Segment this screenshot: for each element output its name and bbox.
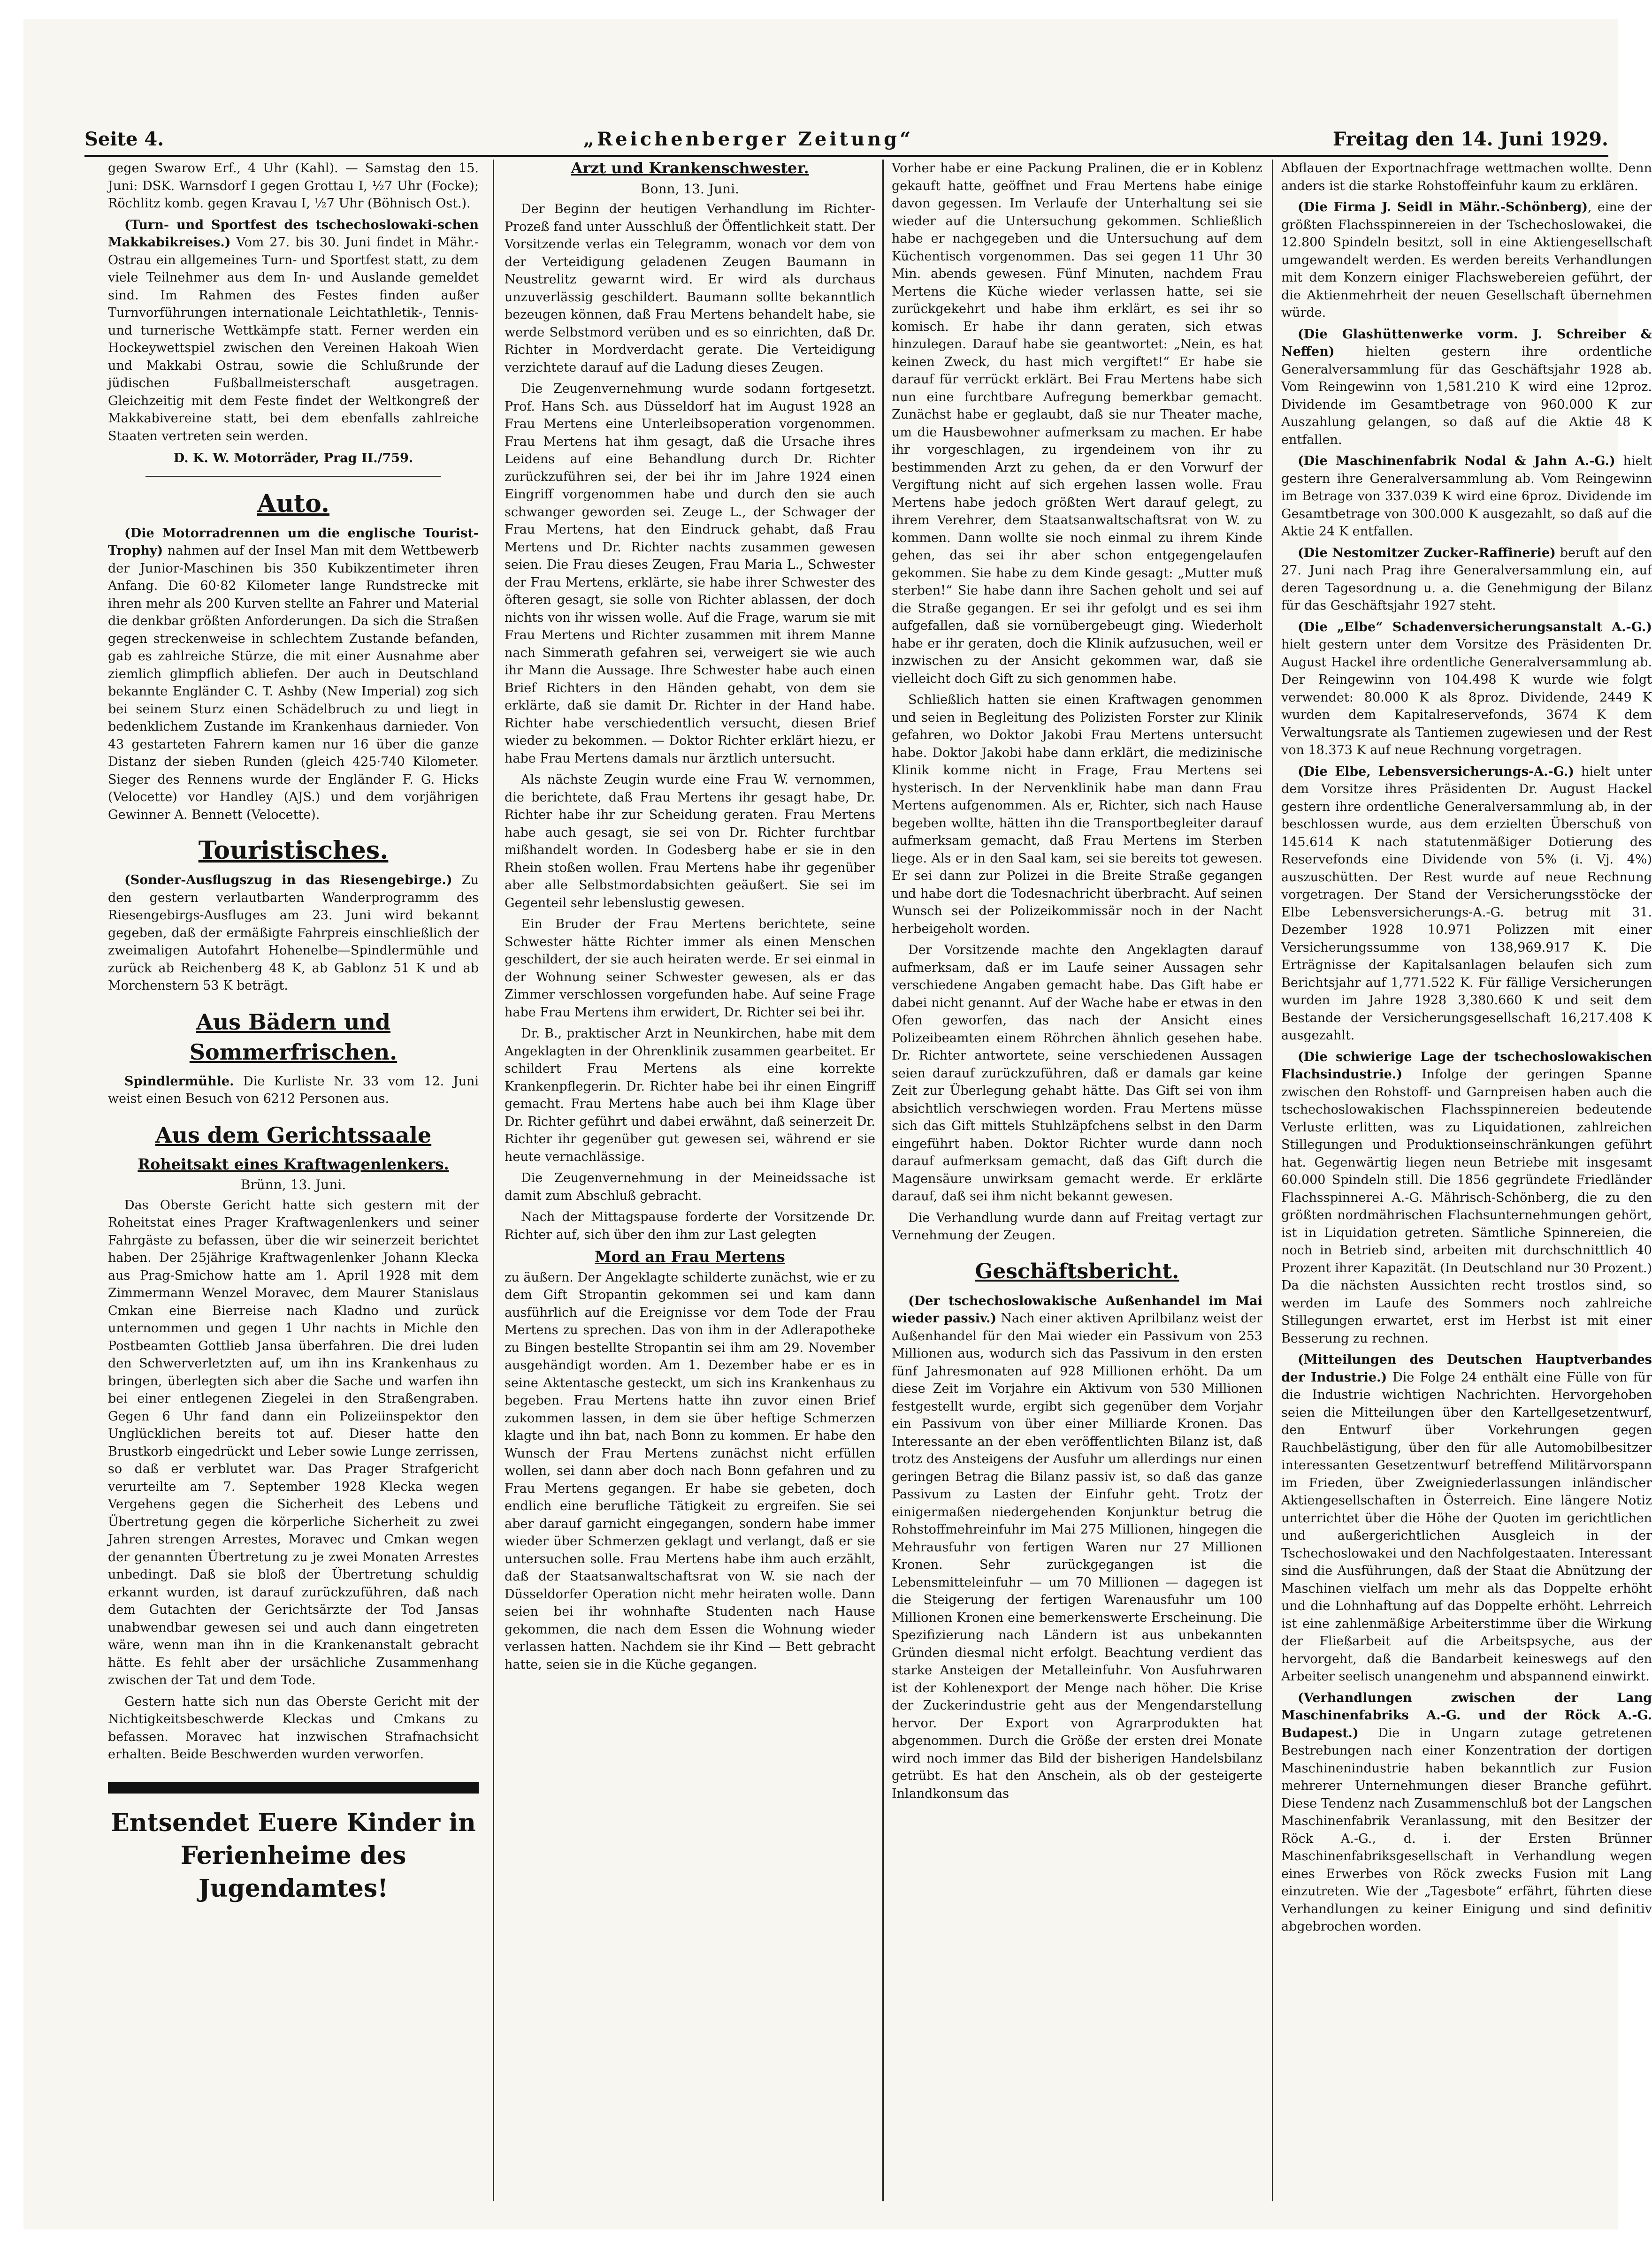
column-rule [1272,160,1273,2201]
paragraph-lead: (Die Nestomitzer Zucker-Raffinerie) [1298,545,1556,560]
column-3 [892,160,1262,2201]
paragraph: (Die „Elbe“ Schadenversicherungsanstalt A.-G.) hielt gestern unter dem Vorsitze des Präsidenten Dr. August Hackel ihre ordentliche Generalversammlung ab. Der Reingewinn von 104.498 K wurde wie folgt verwendet: 80.000 K als 8proz. Dividende, 2449 K wurden dem Kapitalreservefonds, 3674 K dem Verwaltungsrate als Tantiemen zugewiesen und der Rest von 18.373 K auf neue Rechnung vorgetragen. [1281,619,1652,757]
section-heading-touristisches: Touristisches. [198,836,389,865]
paragraph: (Die Firma J. Seidl in Mähr.-Schönberg), eine der größten Flachsspinnereien in der Tschechoslowakei, die 12.800 Spindeln besitzt, soll in eine Aktiengesellschaft umgewandelt werden. Es werden bereits Verhandlungen mit dem Konzern einiger Flachswebereien geführt, der die Aktienmehrheit der neuen Gesellschaft übernehmen würde. [1281,200,1652,320]
paragraph: Abflauen der Exportnachfrage wettmachen wollte. Denn anders ist die starke Rohstoffeinfuhr kaum zu erklären. [1281,161,1652,193]
newspaper-title: „Reichenberger Zeitung“ [583,128,914,150]
paragraph: Der Beginn der heutigen Verhandlung im Richter-Prozeß fand unter Ausschluß der Öffentlichkeit statt. Der Vorsitzende verlas ein Telegramm, wonach vor dem von der Verteidigung geladenen Zeugen Baumann in Neustrelitz gewarnt wird. Er wird als durchaus unzuverlässig geschildert. Baumann sollte bekanntlich bezeugen können, daß Frau Mertens behandelt habe, sie werde Selbstmord verüben und es so einrichten, daß Dr. Richter in Mordverdacht gerate. Die Verteidigung verzichtete darauf auf die Ladung dieses Zeugen. [505,202,875,375]
section-heading-geschaeftsbericht: Geschäftsbericht. [975,1259,1179,1283]
paragraph-lead: (Turn- und Sportfest des tschechoslowaki-schen Makkabikreises.) [108,217,479,250]
signature: D. K. W. Motorräder, Prag II./759. [173,451,413,466]
paragraph-lead: (Der tschechoslowakische Außenhandel im Mai wieder passiv.) [892,1293,1262,1326]
paragraph: gegen Swarow Erf., 4 Uhr (Kahl). — Samstag den 15. Juni: DSK. Warnsdorf I gegen Grottau I, ½7 Uhr (Focke); Röchlitz komb. gegen Kravau I, ½7 Uhr (Böhnisch Ost.). [108,161,479,211]
paragraph: Dr. B., praktischer Arzt in Neunkirchen, habe mit dem Angeklagten in der Ohrenklinik zusammen gearbeitet. Er schildert Frau Mertens als eine korrekte Krankenpflegerin. Dr. Richter habe bei ihr einen Eingriff gemacht. Frau Mertens habe auch bei ihm Klage über Dr. Richter geführt und dabei erwähnt, daß seinerzeit Dr. Richter ihr gegenüber gut gewesen sei, während er sie heute vernachlässige. [505,1026,875,1164]
paragraph: Nach der Mittagspause forderte der Vorsitzende Dr. Richter auf, sich über den ihm zur Last gelegten [505,1210,875,1242]
paragraph: Vorher habe er eine Packung Pralinen, die er in Koblenz gekauft hatte, geöffnet und Frau Mertens habe einige davon gegessen. Im Verlaufe der Unterhaltung sei sie wieder auf die Untersuchung gekommen. Schließlich habe er nachgegeben und die Untersuchung auf dem Küchentisch vorgenommen. Das sei gegen 11 Uhr 30 Min. abends gewesen. Fünf Minuten, nachdem Frau Mertens die Küche wieder verlassen hatte, sei sie zurückgekehrt und habe ihm erklärt, es sei ihr so komisch. Er habe ihr dann geraten, sich etwas hinzulegen. Darauf habe sie geantwortet: „Nein, es hat keinen Zweck, du hast mich vergiftet!“ Er habe sie darauf für verrückt erklärt. Bei Frau Mertens habe sich nun eine furchtbare Aufregung bemerkbar gemacht. Zunächst habe er geglaubt, daß sie nur Theater mache, um die Hausbewohner aufmerksam zu machen. Er habe ihr vorgeschlagen, zu irgendeinem von ihr zu bestimmenden Arzt zu gehen, da er den Vorwurf der Vergiftung nicht auf sich ergehen lassen wolle. Frau Mertens habe jedoch größten Wert darauf gelegt, zu ihrem Verehrer, dem Staatsanwaltschaftsrat von W. zu kommen. Dann wollte sie noch einmal zu ihrem Kinde gehen, das sei ihr aber schon entgegengelaufen gekommen. Sie habe zu dem Kinde gesagt: „Mutter muß sterben!“ Sie habe dann ihre Sachen geholt und sei auf die Straße gegangen. Er sei ihr gefolgt und es sei ihm aufgefallen, daß sie vornübergebeugt ging. Wiederholt habe er ihr geraten, doch die Klinik aufzusuchen, weil er inzwischen zu der Ansicht gekommen war, daß sie vielleicht doch Gift zu sich genommen habe. [892,161,1262,686]
divider [145,476,441,477]
column-4 [1281,160,1652,2201]
column-1 [108,160,479,2201]
paragraph: (Der tschechoslowakische Außenhandel im Mai wieder passiv.) Nach einer aktiven Aprilbilanz weist der Außenhandel für den Mai wieder ein Passivum von 253 Millionen aus, wodurch sich das Passivum in den ersten fünf Jahresmonaten auf 928 Millionen erhöht. Da um diese Zeit im Vorjahre ein Aktivum von 530 Millionen festgestellt wurde, ergibt sich gegenüber dem Vorjahr ein Passivum von über einer Milliarde Kronen. Das Interessante an der eben veröffentlichten Bilanz ist, daß trotz des Ansteigens der Ausfuhr um allerdings nur einen geringen Betrag die Bilanz passiv ist, so daß das ganze Passivum zu Lasten der Einfuhr geht. Trotz der einigermaßen niedergehenden Konjunktur betrug die Rohstoffmehreinfuhr im Mai 275 Millionen, hingegen die Mehrausfuhr von fertigen Waren nur 27 Millionen Kronen. Sehr zurückgegangen ist die Lebensmitteleinfuhr — um 70 Millionen — dagegen ist die Steigerung der fertigen Warenausfuhr um 100 Millionen Kronen eine bemerkenswerte Erscheinung. Die Spezifizierung nach Ländern ist aus unbekannten Gründen diesmal nicht erfolgt. Beachtung verdient das starke Ansteigen der Metalleinfuhr. Von Ausfuhrwaren ist der Kohlenexport der Menge nach höher. Die Krise der Zuckerindustrie geht aus der Mengendarstellung hervor. Der Export von Agrarprodukten hat abgenommen. Durch die Größe der ersten drei Monate wird noch immer das Bild der bisherigen Handelsbilanz getrübt. Es hat den Anschein, als ob der gesteigerte Inlandkonsum das [892,1293,1262,1801]
paragraph: (Die Maschinenfabrik Nodal & Jahn A.-G.) hielt gestern ihre Generalversammlung ab. Vom Reingewinn im Betrage von 337.039 K wird eine 6proz. Dividende im Gesamtbetrage von 300.000 K ausgezahlt, so daß auf die Aktie 24 K entfallen. [1281,454,1652,539]
article-subheading: Roheitsakt eines Kraftwagenlenkers. [138,1155,449,1173]
paragraph-lead: (Mitteilungen des Deutschen Hauptverbandes der Industrie.) [1281,1352,1652,1385]
paragraph-lead: (Die Glashüttenwerke vorm. J. Schreiber & Neffen) [1281,327,1652,359]
paragraph-lead: Spindlermühle. [124,1074,234,1089]
article-heading: Arzt und Krankenschwester. [571,159,809,177]
dateline: Brünn, 13. Juni. [240,1177,346,1192]
paragraph: Als nächste Zeugin wurde eine Frau W. vernommen, die berichtete, daß Frau Mertens ihr gesagt habe, Dr. Richter habe ihr zur Scheidung geraten. Frau Mertens habe auch gesagt, sie sei von Dr. Richter furchtbar mißhandelt worden. In Godesberg habe er sie in den Rhein stoßen wollen. Frau Mertens habe ihr gegenüber aber alle Selbstmordabsichten geäußert. Sie sei im Gegenteil sehr lebenslustig gewesen. [505,772,875,910]
issue-date: Freitag den 14. Juni 1929. [1332,128,1608,150]
paragraph: (Turn- und Sportfest des tschechoslowaki-schen Makkabikreises.) Vom 27. bis 30. Juni findet in Mähr.-Ostrau ein allgemeines Turn- und Sportfest statt, zu dem viele Teilnehmer aus dem In- und Auslande gemeldet sind. Im Rahmen des Festes finden außer Turnvorführungen internationale Leichtathletik-, Tennis- und turnerische Wettkämpfe statt. Ferner werden ein Hockeywettspiel zwischen den Vereinen Hakoah Wien und Makkabi Ostrau, sowie die Schlußrunde der jüdischen Fußballmeisterschaft ausgetragen. Gleichzeitig mit dem Feste findet der Weltkongreß der Makkabivereine statt, bei dem ebenfalls zahlreiche Staaten vertreten sein werden. [108,217,479,443]
paragraph-lead: (Die Firma J. Seidl in Mähr.-Schönberg) [1298,200,1588,214]
paragraph: (Die Motorradrennen um die englische Tourist-Trophy) nahmen auf der Insel Man mit dem Wettbewerb der Junior-Maschinen bis 350 Kubikzentimeter ihren Anfang. Die 60·82 Kilometer lange Rundstrecke mit ihren mehr als 200 Kurven stellte an Fahrer und Material die denkbar größten Anforderungen. Da sich die Straßen gegen streckenweise in schlechtem Zustande befanden, gab es zahlreiche Stürze, die mit einer Ausnahme aber ziemlich glimpflich abliefen. Der auch in Deutschland bekannte Engländer C. T. Ashby (New Imperial) zog sich bei seinem Sturz einen Schädelbruch zu und liegt in bedenklichem Zustande im Krankenhaus darnieder. Von 43 gestarteten Fahrern kamen nur 16 über die ganze Distanz der sieben Runden (gleich 425·740 Kilometer. Sieger des Rennens wurde der Engländer F. G. Hicks (Velocette) vor Handley (AJS.) und dem vorjährigen Gewinner A. Bennett (Velocette). [108,526,479,822]
paragraph: Die Zeugenvernehmung in der Meineidssache ist damit zum Abschluß gebracht. [505,1171,875,1203]
paragraph-lead: (Die „Elbe“ Schadenversicherungsanstalt A.-G.) [1298,619,1652,634]
paragraph: Das Oberste Gericht hatte sich gestern mit der Roheitstat eines Prager Kraftwagenlenkers und seiner Fahrgäste zu befassen, über die wir seinerzeit berichtet haben. Der 25jährige Kraftwagenlenker Johann Klecka aus Prag-Smichow hatte am 1. April 1928 mit dem Zimmermann Wenzel Moravec, dem Maurer Stanislaus Cmkan eine Bierreise nach Kladno und zurück unternommen und gegen 1 Uhr nachts in Michle den Postbeamten Gottlieb Jansa überfahren. Die drei luden den Schwerverletzten auf, um ihn ins Krankenhaus zu bringen, überlegten sich aber die Sache und warfen ihn bei einer entlegenen Ziegelei in den Straßengraben. Gegen 6 Uhr fand dann ein Polizeiinspektor den Unglücklichen bereits tot auf. Dieser hatte den Brustkorb eingedrückt und Leber sowie Lunge zerrissen, so daß er verblutet war. Das Prager Strafgericht verurteilte am 7. September 1928 Klecka wegen Vergehens gegen die Sicherheit des Lebens und Übertretung gegen die körperliche Sicherheit zu zwei Jahren strengen Arrestes, Moravec und Cmkan wegen der genannten Übertretung zu je zwei Monaten Arrestes unbedingt. Daß sie bloß der Übertretung schuldig erkannt wurden, ist darauf zurückzuführen, daß nach dem Gutachten der Gerichtsärzte der Tod Jansas unabwendbar gewesen sei und auch dann eingetreten wäre, wenn man ihn in die Krankenanstalt gebracht hätte. Es fehlt aber der ursächliche Zusammenhang zwischen der Tat und dem Tode. [108,1198,479,1687]
section-heading-auto: Auto. [257,489,330,518]
dateline: Bonn, 13. Juni. [641,181,739,197]
column-rule [493,160,494,2201]
paragraph-lead: (Sonder-Ausflugszug in das Riesengebirge.) [124,873,452,887]
paragraph: (Sonder-Ausflugszug in das Riesengebirge.) Zu den gestern verlautbarten Wanderprogramm des Riesengebirgs-Ausfluges am 23. Juni wird bekannt gegeben, daß der ermäßigte Fahrpreis einschließlich der zweimaligen Autofahrt Hohenelbe—Spindlermühle und zurück ab Reichenberg 48 K, ab Gablonz 51 K und ab Morchenstern 53 K beträgt. [108,873,479,993]
paragraph: (Verhandlungen zwischen der Lang Maschinenfabriks A.-G. und der Röck A.-G. Budapest.) Die in Ungarn zutage getretenen Bestrebungen nach einer Konzentration der dortigen Maschinenindustrie haben bekanntlich zur Fusion mehrerer Unternehmungen dieser Branche geführt. Diese Tendenz nach Zusammenschluß bot der Langschen Maschinenfabrik Veranlassung, mit den Besitzer der Röck A.-G., d. i. der Ersten Brünner Maschinenfabriksgesellschaft in Verhandlung wegen eines Erwerbes von Röck zwecks Fusion mit Lang einzutreten. Wie der „Tagesbote“ erfährt, führten diese Verhandlungen zu keiner Einigung und sind definitiv abgebrochen worden. [1281,1690,1652,1934]
paragraph: Schließlich hatten sie einen Kraftwagen genommen und seien in Begleitung des Polizisten Forster zur Klinik gefahren, wo Doktor Jakobi Frau Mertens untersucht habe. Doktor Jakobi habe dann erklärt, die medizinische Klinik komme nicht in Frage, Frau Mertens sei hysterisch. In der Nervenklinik habe man dann Frau Mertens aufgenommen. Als er, Richter, sich nach Hause begeben wollte, hätten ihn die Transportbegleiter darauf aufmerksam gemacht, daß Frau Mertens im Sterben liege. Als er in den Saal kam, sei sie bereits tot gewesen. Er sei dann zur Polizei in die Breite Straße gegangen und habe dort die Todesnachricht überbracht. Auf seinen Wunsch sei der Polizeikommissär noch in der Nacht herbeigeholt worden. [892,693,1262,936]
advertisement-text: Entsendet Euere Kinder in Ferienheime des Jugendamtes! [111,1808,476,1903]
black-bar-divider [108,1782,479,1794]
paragraph: Gestern hatte sich nun das Oberste Gericht mit der Nichtigkeitsbeschwerde Kleckas und Cmkans zu befassen. Moravec hat inzwischen Strafnachsicht erhalten. Beide Beschwerden wurden verworfen. [108,1694,479,1762]
paragraph: Spindlermühle. Die Kurliste Nr. 33 vom 12. Juni weist einen Besuch von 6212 Personen aus. [108,1074,479,1106]
paragraph: Ein Bruder der Frau Mertens berichtete, seine Schwester hätte Richter immer als einen Menschen geschildert, der sie auch heiraten werde. Er sei einmal in der Wohnung seiner Schwester gewesen, als er das Zimmer verschlossen vorgefunden habe. Auf seine Frage habe Frau Mertens ihm erwidert, Dr. Richter sei bei ihr. [505,917,875,1020]
paragraph-lead: (Die Elbe, Lebensversicherungs-A.-G.) [1298,764,1574,779]
paragraph: (Die Glashüttenwerke vorm. J. Schreiber & Neffen) hielten gestern ihre ordentliche Generalversammlung für das Geschäftsjahr 1928 ab. Vom Reingewinn von 1,581.210 K wird eine 12proz. Dividende im Gesamtbetrage von 960.000 K zur Auszahlung gelangen, so daß auf die Aktie 48 K entfallen. [1281,327,1652,447]
paragraph: Die Zeugenvernehmung wurde sodann fortgesetzt. Prof. Hans Sch. aus Düsseldorf hat im August 1928 an Frau Mertens eine Unterleibsoperation vorgenommen. Frau Mertens hat ihm gesagt, daß die Ursache ihres Leidens auf eine Behandlung durch Dr. Richter zurückzuführen sei, der bei ihr im Jahre 1924 einen Eingriff vorgenommen habe und durch den sie auch schwanger geworden sei. Zeuge L., der Schwager der Frau Mertens, hat den Eindruck gehabt, daß Frau Mertens und Dr. Richter nachts zusammen gewesen seien. Die Frau dieses Zeugen, Frau Maria L., Schwester der Frau Mertens, erklärte, sie habe ihrer Schwester des öfteren gesagt, sie solle von Richter ablassen, der doch nichts von ihr wissen wolle. Auf die Frage, warum sie mit Frau Mertens und Richter zusammen mit ihrem Manne nach Simmerath gefahren sei, verweigert sie wie auch ihr Mann die Aussage. Ihre Schwester habe auch einen Brief Richters in den Händen gehabt, von dem sie erklärte, daß sie damit Dr. Richter in der Hand habe. Richter habe verschiedentlich versucht, diesen Brief wieder zu bekommen. — Doktor Richter erklärt hiezu, er habe Frau Mertens damals nur ärztlich untersucht. [505,382,875,766]
newspaper-page [23,19,1652,2229]
paragraph: (Die Nestomitzer Zucker-Raffinerie) beruft auf den 27. Juni nach Prag ihre Generalversammlung ein, auf deren Tagesordnung u. a. die Genehmigung der Bilanz für das Geschäftsjahr 1927 steht. [1281,545,1652,613]
paragraph-lead: (Die Maschinenfabrik Nodal & Jahn A.-G.) [1298,454,1615,468]
paragraph-lead: (Die Motorradrennen um die englische Tourist-Trophy) [108,526,479,558]
paragraph: (Mitteilungen des Deutschen Hauptverbandes der Industrie.) Die Folge 24 enthält eine Fülle von für die Industrie wichtigen Nachrichten. Hervorgehoben seien die Mitteilungen über den Kartellgesetzentwurf, den Entwurf über Vorkehrungen gegen Rauchbelästigung, über den für alle Automobilbesitzer interessanten Gesetzentwurf betreffend Militärvorspann im Frieden, über Zweigniederlassungen inländischer Aktiengesellschaften in Österreich. Eine längere Notiz unterrichtet über die Höhe der Quoten im gerichtlichen und außergerichtlichen Ausgleich in der Tschechoslowakei und den Nachfolgestaaten. Interessant sind die Ausführungen, daß der Staat die Abnützung der Maschinen vielfach um mehr als das Doppelte erhöht und die Lohnhaftung auf das Doppelte erhöht. Lehrreich ist eine zahlenmäßige Arbeiterstimme über die Wirkung der Fließarbeit auf die Arbeitspsyche, aus der hervorgeht, daß die Bandarbeit keineswegs auf den Arbeiter seelisch unangenehm und abspannend einwirkt. [1281,1352,1652,1684]
paragraph: zu äußern. Der Angeklagte schilderte zunächst, wie er zu dem Gift Stropantin gekommen sei und kam dann ausführlich auf die Ereignisse vor dem Tode der Frau Mertens zu sprechen. Das von ihm in der Adlerapotheke zu Bingen bestellte Stropantin sei ihm am 29. November ausgehändigt worden. Am 1. Dezember habe er es in seine Aktentasche gesteckt, um sich ins Krankenhaus zu begeben. Frau Mertens hatte ihn zuvor einen Brief zukommen lassen, in dem sie über heftige Schmerzen klagte und ihn bat, nach Bonn zu kommen. Er habe den Wunsch der Frau Mertens zunächst nicht erfüllen wollen, sei dann aber doch nach Bonn gefahren und zu Frau Mertens gegangen. Er habe sie gebeten, doch endlich eine berufliche Tätigkeit zu ergreifen. Sie sei aber darauf garnicht eingegangen, sondern habe immer wieder über Schmerzen geklagt und verlangt, daß er sie untersuchen solle. Frau Mertens habe ihm auch erzählt, daß der Staatsanwaltschaftsrat von W. sie nach der Düsseldorfer Operation nicht mehr heiraten wolle. Dann seien bei ihr wohnhafte Studenten nach Hause gekommen, die nach dem Essen die Wohnung wieder verlassen hatten. Nachdem sie ihr Kind — Bett gebracht hatte, seien sie in die Küche gegangen. [505,1270,875,1672]
column-2 [505,160,875,2201]
section-heading-baeder: Aus Bädern und Sommerfrischen. [189,1009,398,1065]
page-number: Seite 4. [84,128,164,150]
column-rule [882,160,884,2201]
header-rule [84,155,1608,157]
section-heading-gerichtssaale: Aus dem Gerichtssaale [155,1122,432,1148]
paragraph: Der Vorsitzende machte den Angeklagten darauf aufmerksam, daß er im Laufe seiner Aussagen sehr verschiedene Angaben gemacht habe. Das Gift habe er dabei nicht genannt. Auf der Wache habe er etwas in den Ofen geworfen, das nach der Ansicht eines Polizeibeamten einem Röhrchen ähnlich gesehen habe. Dr. Richter antwortete, seine verschiedenen Aussagen seien darauf zurückzuführen, daß er damals gar keine Zeit zur Überlegung gehabt hätte. Das Gift sei von ihm absichtlich verschwiegen worden. Frau Mertens müsse sich das Gift mittels Stuhlzäpfchens selbst in den Darm eingeführt haben. Doktor Richter wurde dann noch darauf aufmerksam gemacht, daß das Gift durch die Magensäure unwirksam gemacht werde. Er erklärte darauf, daß sei ihm nicht bekannt gewesen. [892,943,1262,1204]
paragraph-lead: (Die schwierige Lage der tschechoslowakischen Flachsindustrie.) [1281,1049,1652,1082]
paragraph: (Die Elbe, Lebensversicherungs-A.-G.) hielt unter dem Vorsitze ihres Präsidenten Dr. August Hackel gestern ihre ordentliche Generalversammlung ab, in der beschlossen wurde, aus dem erzielten Überschuß von 145.614 K nach statutenmäßiger Dotierung des Reservefonds eine Dividende von 5% (i. Vj. 4%) auszuschütten. Der Rest wurde auf neue Rechnung vorgetragen. Der Stand der Versicherungsstöcke der Elbe Lebensversicherungs-A.-G. betrug mit 31. Dezember 1928 10.971 Polizzen mit einer Versicherungssumme von 138,969.917 K. Die Erträgnisse der Kapitalsanlagen belaufen sich zum Berichtsjahr auf 1,771.522 K. Für fällige Versicherungen wurden im Jahre 1928 3,380.660 K und seit dem Bestande der Versicherungsgesellschaft 16,217.408 K ausgezahlt. [1281,764,1652,1043]
article-subheading: Mord an Frau Mertens [595,1248,785,1266]
paragraph: Die Verhandlung wurde dann auf Freitag vertagt zur Vernehmung der Zeugen. [892,1210,1262,1243]
paragraph-lead: (Verhandlungen zwischen der Lang Maschinenfabriks A.-G. und der Röck A.-G. Budapest.) [1281,1690,1652,1740]
paragraph: (Die schwierige Lage der tschechoslowakischen Flachsindustrie.) Infolge der geringen Spanne zwischen den Rohstoff- und Garnpreisen haben auch die tschechoslowakischen Flachsspinnereien bedeutende Verluste erlitten, was zu Liquidationen, zahlreichen Stillegungen und Produktionseinschränkungen geführt hat. Gegenwärtig liegen neun Betriebe mit insgesamt 60.000 Spindeln still. Die 1856 gegründete Friedländer Flachsspinnerei A.-G. Mährisch-Schönberg, die zu den größten nordmährischen Flachsunternehmungen gehört, ist in Liquidation getreten. Sämtliche Spinnereien, die noch in Betrieb sind, arbeiten mit durchschnittlich 40 Prozent ihrer Kapazität. (In Deutschland nur 30 Prozent.) Da die nächsten Aussichten recht trostlos sind, so werden im Laufe des Sommers noch zahlreiche Stillegungen erwartet, erst im Herbst ist mit einer Besserung zu rechnen. [1281,1049,1652,1346]
page-header [84,124,1608,150]
